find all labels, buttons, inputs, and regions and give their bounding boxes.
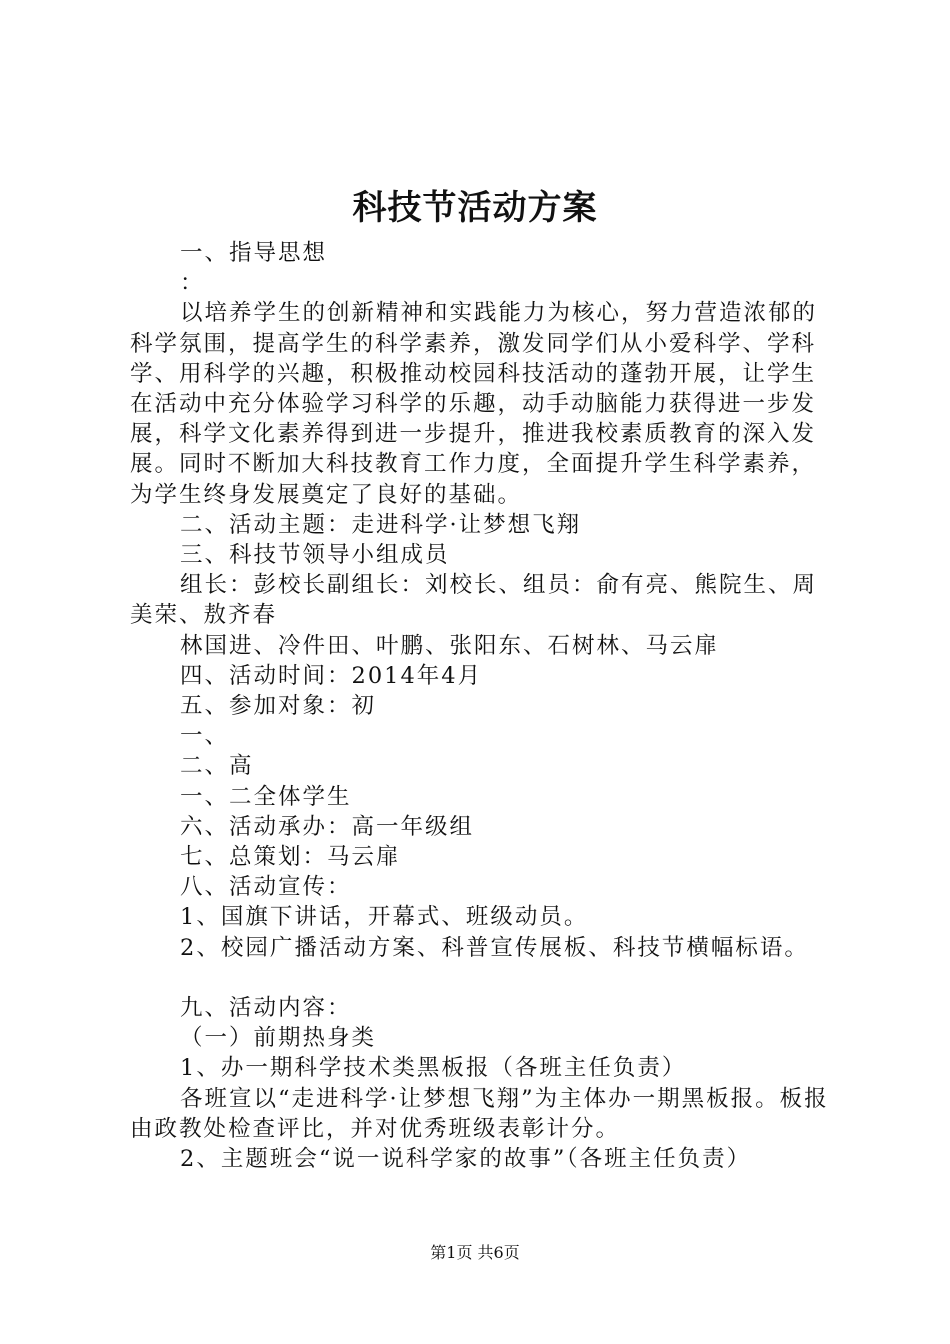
leadership-heading: 三、科技节领导小组成员: [180, 542, 450, 569]
activity-item: 2、主题班会“说一说科学家的故事”（各班主任负责）: [180, 1146, 752, 1173]
participants-line-c: 二、高: [180, 753, 254, 780]
section-heading: 一、指导思想: [180, 240, 328, 266]
promotion-item: 1、国旗下讲话，开幕式、班级动员。: [180, 904, 589, 931]
time-line: 四、活动时间：2014年4月: [180, 662, 483, 689]
document-title: 科技节活动方案: [352, 188, 598, 228]
activity-item: 1、办一期科学技术类黑板报（各班主任负责）: [180, 1055, 687, 1082]
promotion-heading: 八、活动宣传：: [180, 874, 352, 901]
planner-line: 七、总策划：马云扉: [180, 844, 401, 871]
participants-line: 五、参加对象：初: [180, 693, 377, 720]
organizer-line: 六、活动承办：高一年级组: [180, 813, 475, 840]
subsection-heading: （一）前期热身类: [180, 1025, 377, 1052]
participants-line-b: 一、: [180, 723, 230, 750]
promotion-item: 2、校园广播活动方案、科普宣传展板、科技节横幅标语。: [180, 934, 809, 961]
theme-line: 二、活动主题：走进科学·让梦想飞翔: [180, 511, 582, 538]
activity-description: 各班宣以“走进科学·让梦想飞翔”为主体办一期黑板报。板报由政教处检查评比，并对优秀班级表彰计分。: [130, 1085, 829, 1142]
content-heading: 九、活动内容：: [180, 995, 352, 1022]
participants-line-d: 一、二全体学生: [180, 783, 352, 810]
blank-line: [130, 963, 830, 993]
members-line-2: 林国进、冷件田、叶鹏、张阳东、石树林、马云扉: [180, 632, 720, 659]
members-line: 组长：彭校长副组长：刘校长、组员：俞有亮、熊院生、周美荣、敖齐春: [130, 572, 818, 629]
document-body: [130, 238, 830, 1174]
page-footer: 第1页 共6页: [430, 1243, 520, 1262]
stray-colon: ：: [180, 270, 205, 297]
guiding-paragraph: 以培养学生的创新精神和实践能力为核心，努力营造浓郁的科学氛围，提高学生的科学素养，激发同学们从小爱科学、学科学、用科学的兴趣，积极推动校园科技活动的蓬勃开展，让学生在活动中充分体验学习科学的乐趣，动手动脑能力获得进一步发展，科学文化素养得到进一步提升，推进我校素质教育的深入发展。同时不断加大科技教育工作力度，全面提升学生科学素养，为学生终身发展奠定了良好的基础。: [130, 300, 818, 508]
